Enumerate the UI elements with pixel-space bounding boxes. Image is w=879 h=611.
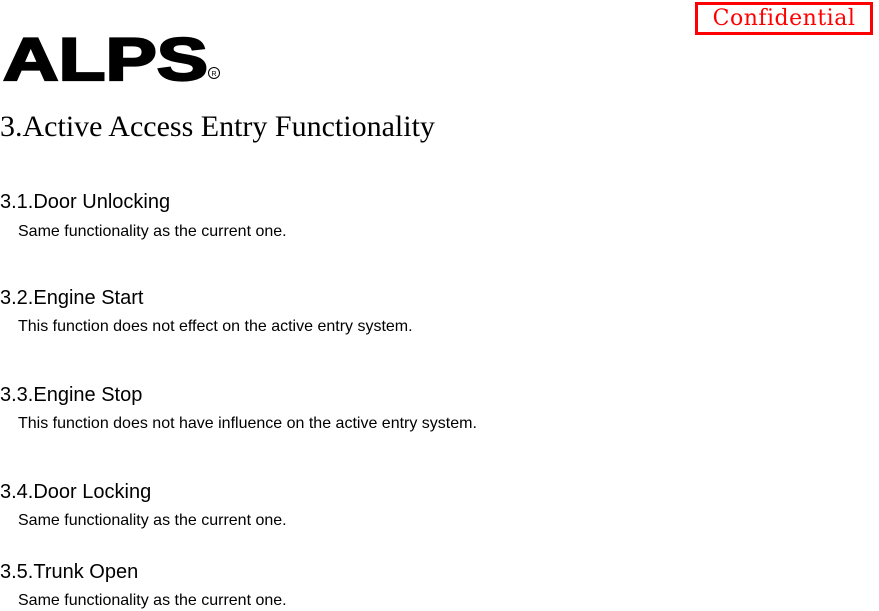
- section-heading-trunk-open: 3.5.Trunk Open: [0, 561, 139, 583]
- logo-wordmark: ALPS: [3, 28, 208, 84]
- section-body-engine-start: This function does not effect on the active entry system.: [18, 318, 413, 335]
- registered-mark-letter: R: [211, 71, 217, 78]
- section-heading-engine-stop: 3.3.Engine Stop: [0, 384, 143, 406]
- section-body-door-locking: Same functionality as the current one.: [18, 512, 287, 529]
- confidential-stamp: Confidential: [695, 2, 873, 35]
- page-title: 3.Active Access Entry Functionality: [0, 110, 435, 143]
- section-heading-door-unlocking: 3.1.Door Unlocking: [0, 191, 171, 213]
- section-body-engine-stop: This function does not have influence on the active entry system.: [18, 415, 477, 432]
- section-heading-engine-start: 3.2.Engine Start: [0, 287, 144, 309]
- alps-logo: [3, 28, 221, 84]
- section-heading-door-locking: 3.4.Door Locking: [0, 481, 152, 503]
- section-body-trunk-open: Same functionality as the current one.: [18, 592, 287, 609]
- section-body-door-unlocking: Same functionality as the current one.: [18, 223, 287, 240]
